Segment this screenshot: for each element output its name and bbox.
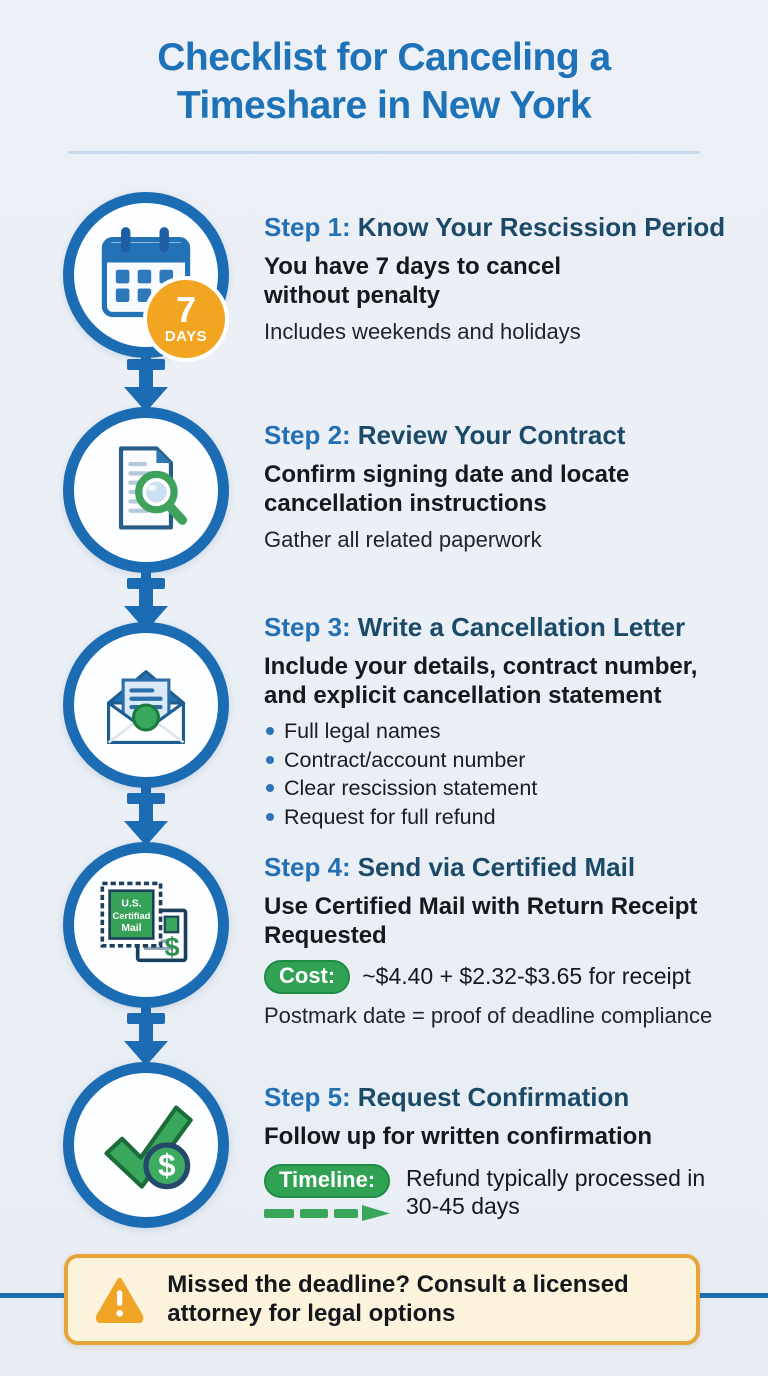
- step4-title: Send via Certified Mail: [357, 852, 636, 882]
- envelope-letter-icon: [94, 653, 198, 757]
- step2-icon-circle: [63, 407, 229, 573]
- step2-subheading: Confirm signing date and locate cancellation instructions: [264, 461, 630, 517]
- stamp-text-line2: Certifiad: [112, 910, 151, 921]
- step5-text-block: [264, 1082, 716, 1221]
- step1-icon-circle: [63, 192, 229, 358]
- receipt-dollar-sign: $: [164, 932, 180, 963]
- step4-text-block: [264, 852, 714, 1029]
- step1-heading: [264, 212, 725, 243]
- document-magnifier-icon: [94, 438, 198, 542]
- badge-unit: DAYS: [164, 327, 208, 345]
- timeline-badge-group: [264, 1164, 392, 1221]
- step1-text-block: [264, 212, 725, 345]
- step5-title: Request Confirmation: [357, 1082, 630, 1112]
- step3-subheading: Include your details, contract number, and explicit cancellation statement: [264, 653, 698, 709]
- step1-label: Step 1:: [264, 212, 351, 242]
- step3-icon-circle: [63, 622, 229, 788]
- step5-icon-circle: [63, 1062, 229, 1228]
- step4-label: Step 4:: [264, 852, 351, 882]
- step1-subheading: You have 7 days to cancel without penalty: [264, 253, 562, 309]
- stamp-text-line1: U.S.: [121, 898, 142, 910]
- timeline-badge: Timeline:: [264, 1164, 390, 1198]
- bullet-text: Full legal names: [284, 718, 441, 743]
- bullet-text: Request for full refund: [284, 804, 496, 829]
- badge-number: 7: [175, 289, 197, 331]
- step1-title: Know Your Rescission Period: [357, 212, 726, 242]
- page-title: Checklist for Canceling a Timeshare in New York: [157, 36, 611, 127]
- cost-badge: Cost:: [264, 960, 350, 994]
- step2-label: Step 2:: [264, 420, 351, 450]
- step2-title: Review Your Contract: [357, 420, 626, 450]
- warning-banner: [64, 1254, 700, 1345]
- arrow-down-connector: [118, 786, 174, 846]
- dollar-sign: $: [158, 1148, 176, 1184]
- bullet-dot: [266, 813, 274, 821]
- list-item: [264, 748, 714, 773]
- step2-heading: [264, 420, 714, 451]
- bullet-dot: [266, 784, 274, 792]
- list-item: [264, 776, 714, 801]
- step4-note: Postmark date = proof of deadline compliance: [264, 1002, 713, 1028]
- step2-text-block: [264, 420, 714, 553]
- step4-subheading: Use Certified Mail with Return Receipt Requested: [264, 893, 698, 949]
- step5-heading: [264, 1082, 716, 1113]
- warning-triangle-icon: [94, 1275, 145, 1323]
- cost-text: ~$4.40 + $2.32-$3.65 for receipt: [362, 963, 691, 990]
- title-divider: [68, 151, 700, 154]
- checkmark-dollar-icon: [94, 1093, 198, 1197]
- warning-text: Missed the deadline? Consult a licensed attorney for legal options: [167, 1271, 629, 1328]
- timeline-text: Refund typically processed in 30-45 days: [406, 1164, 706, 1220]
- step2-note: Gather all related paperwork: [264, 526, 542, 552]
- step4-icon-circle: [63, 842, 229, 1008]
- step3-heading: [264, 612, 714, 643]
- stamp-text-line3: Mail: [121, 923, 142, 935]
- bullet-text: Contract/account number: [284, 747, 526, 772]
- bullet-dot: [266, 727, 274, 735]
- seven-days-badge: [143, 276, 229, 362]
- step3-text-block: [264, 612, 714, 834]
- step1-note: Includes weekends and holidays: [264, 318, 581, 344]
- step4-heading: [264, 852, 714, 883]
- bullet-dot: [266, 756, 274, 764]
- step5-subheading: Follow up for written confirmation: [264, 1123, 652, 1151]
- step3-title: Write a Cancellation Letter: [357, 612, 686, 642]
- list-item: [264, 805, 714, 830]
- cost-row: [264, 960, 714, 994]
- step5-label: Step 5:: [264, 1082, 351, 1112]
- arrow-down-connector: [118, 1006, 174, 1066]
- step3-bullet-list: [264, 719, 714, 830]
- list-item: [264, 719, 714, 744]
- dashed-arrow-right-icon: [264, 1205, 392, 1221]
- step3-label: Step 3:: [264, 612, 351, 642]
- arrow-down-connector: [118, 352, 174, 412]
- timeline-row: [264, 1164, 716, 1222]
- certified-mail-stamp-icon: [94, 873, 198, 977]
- bullet-text: Clear rescission statement: [284, 776, 538, 801]
